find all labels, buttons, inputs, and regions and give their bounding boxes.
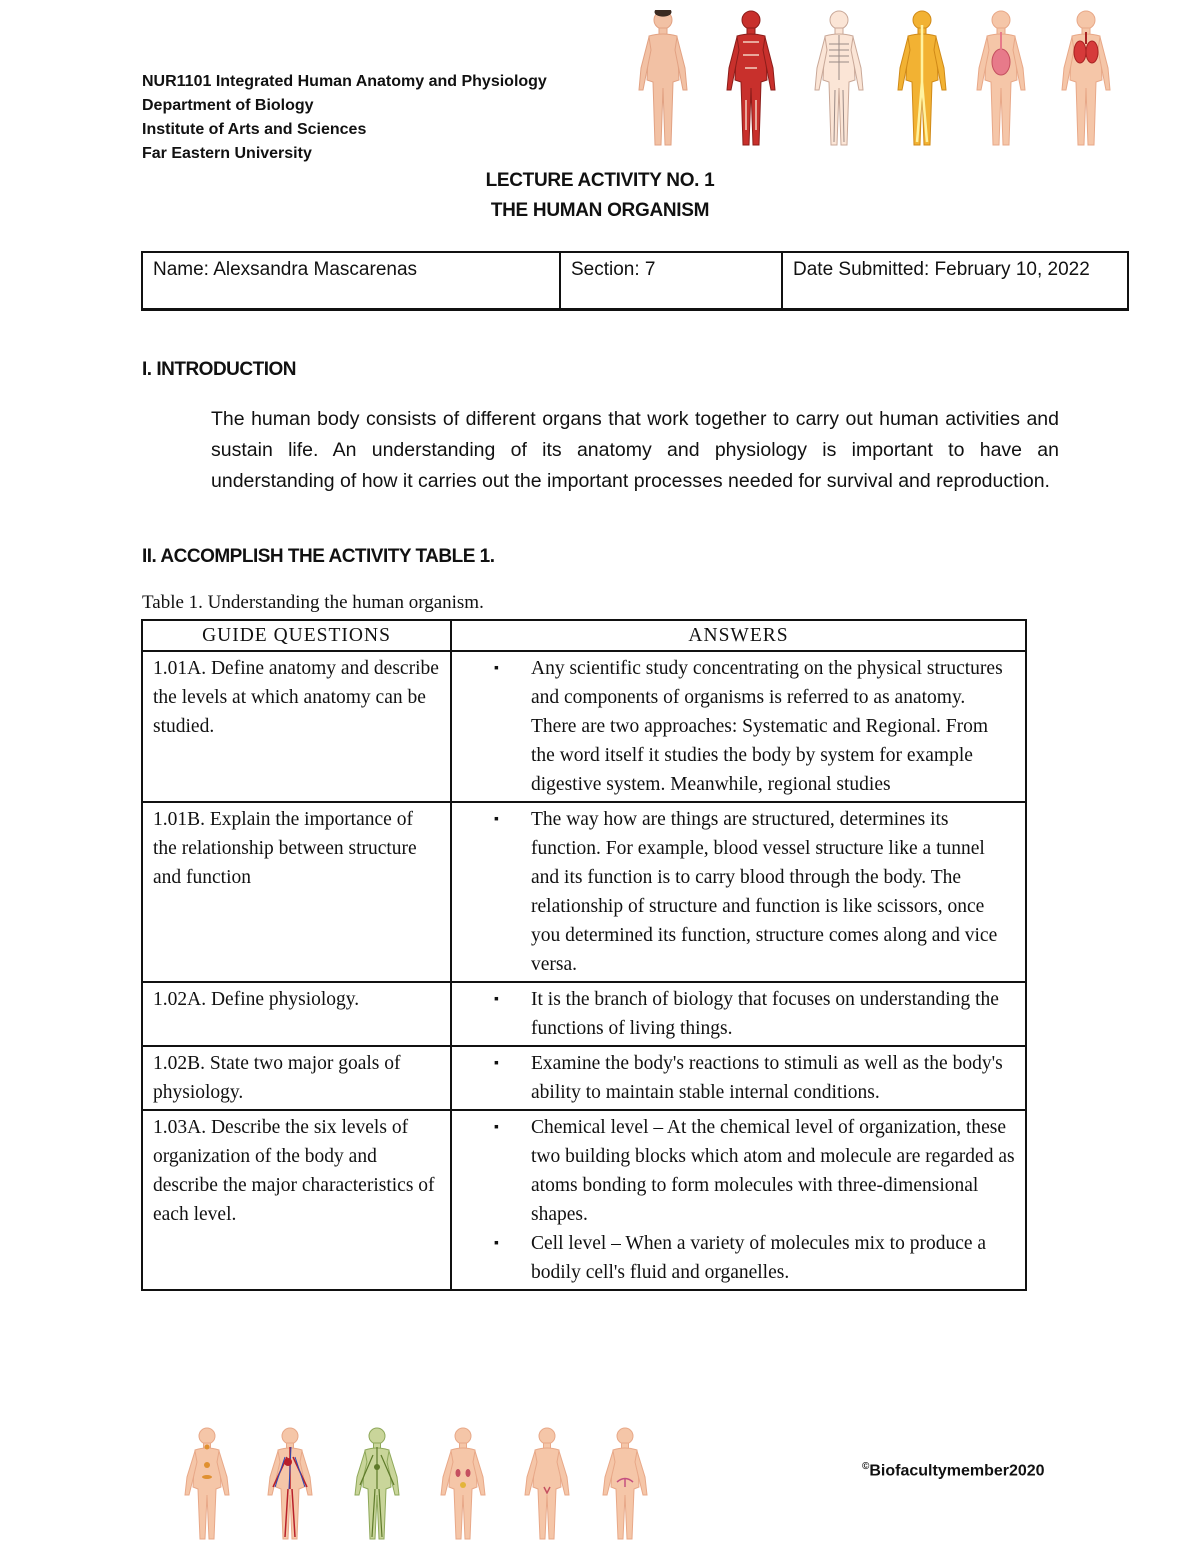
muscular-system-figure [727, 11, 775, 145]
answer-list [452, 1113, 1015, 1287]
answer-list [452, 805, 1015, 979]
answer-list [452, 985, 1015, 1043]
guide-question-cell: 1.01B. Explain the importance of the relationship between structure and function [142, 802, 451, 982]
copyright-symbol: © [862, 1461, 870, 1472]
table-row [142, 1046, 1026, 1110]
answer-item [452, 805, 1015, 979]
guide-question-cell: 1.02B. State two major goals of physiology. [142, 1046, 451, 1110]
department-name: Department of Biology [142, 97, 314, 114]
digestive-system-figure [977, 11, 1025, 145]
answer-text: Any scientific study concentrating on the physical structures and components of organisms is referred to as anatomy. There are two approaches: Systematic and Regional. From the word itself it studies the body by system for example digestive system. Meanwhile, regional studies [531, 658, 1003, 795]
body-systems-illustration-top [626, 10, 1126, 155]
answer-text: It is the branch of biology that focuses on understanding the functions of living things. [531, 989, 999, 1039]
activity-subtitle: THE HUMAN ORGANISM [490, 200, 710, 221]
guide-question-cell: 1.03A. Describe the six levels of organization of the body and describe the major characteristics of each level. [142, 1110, 451, 1290]
activity-table [141, 619, 1027, 1291]
answers-header: ANSWERS [451, 620, 1026, 651]
student-info-table [141, 251, 1129, 311]
skin-system-figure [639, 10, 687, 145]
endocrine-system-figure [185, 1428, 229, 1539]
skeletal-system-figure [815, 11, 863, 145]
square-bullet-icon: ▪ [494, 1056, 499, 1071]
introduction-body: The human body consists of different organs that work together to carry out human activities and sustain life. An understanding of its anatomy and physiology is important to have an understanding of how it carries out the important processes needed for survival and reproduction. [211, 408, 1059, 492]
answer-cell [451, 982, 1026, 1046]
answer-cell [451, 1110, 1026, 1290]
answer-item [452, 654, 1015, 799]
table-header-row [142, 620, 1026, 651]
nervous-system-figure [898, 11, 946, 145]
table-row [142, 1110, 1026, 1290]
section-cell: Section: 7 [560, 252, 782, 310]
table-caption: Table 1. Understanding the human organism. [142, 592, 484, 613]
introduction-heading: I. INTRODUCTION [142, 359, 296, 380]
answer-item [452, 985, 1015, 1043]
table-row [142, 802, 1026, 982]
activity-table-body [142, 651, 1026, 1290]
student-name-cell: Name: Alexsandra Mascarenas [142, 252, 560, 310]
answer-text: The way how are things are structured, determines its function. For example, blood vessel structure like a tunnel and its function is to carry blood through the body. The relationship of structure and function is like scissors, once you determined its function, structure comes along and vice versa. [531, 809, 998, 975]
respiratory-system-figure [1062, 11, 1110, 145]
answer-item [452, 1229, 1015, 1287]
guide-question-cell: 1.02A. Define physiology. [142, 982, 451, 1046]
copyright-notice [862, 1461, 1045, 1480]
course-title: NUR1101 Integrated Human Anatomy and Physiology [142, 73, 547, 90]
circulatory-system-figure [268, 1428, 312, 1539]
answer-cell [451, 802, 1026, 982]
female-reproductive-system-figure [603, 1428, 647, 1539]
guide-question-cell: 1.01A. Define anatomy and describe the levels at which anatomy can be studied. [142, 651, 451, 802]
square-bullet-icon: ▪ [494, 812, 499, 827]
university-name: Far Eastern University [142, 145, 312, 162]
guide-questions-header: GUIDE QUESTIONS [142, 620, 451, 651]
activity-title: LECTURE ACTIVITY NO. 1 [485, 170, 715, 191]
square-bullet-icon: ▪ [494, 1120, 499, 1135]
male-reproductive-system-figure [525, 1428, 569, 1539]
activity-heading: II. ACCOMPLISH THE ACTIVITY TABLE 1. [142, 546, 495, 567]
institute-name: Institute of Arts and Sciences [142, 121, 367, 138]
urinary-system-figure [441, 1428, 485, 1539]
square-bullet-icon: ▪ [494, 1236, 499, 1251]
course-header [142, 70, 547, 166]
square-bullet-icon: ▪ [494, 661, 499, 676]
answer-cell [451, 1046, 1026, 1110]
answer-list [452, 1049, 1015, 1107]
square-bullet-icon: ▪ [494, 992, 499, 1007]
lymphatic-system-figure [355, 1428, 399, 1539]
answer-item [452, 1113, 1015, 1229]
copyright-text: Biofacultymember2020 [869, 1462, 1045, 1480]
answer-list [452, 654, 1015, 799]
answer-text: Examine the body's reactions to stimuli as well as the body's ability to maintain stable internal conditions. [531, 1053, 1003, 1103]
table-row [142, 651, 1026, 802]
table-row [142, 982, 1026, 1046]
answer-cell [451, 651, 1026, 802]
answer-item [452, 1049, 1015, 1107]
document-title [0, 166, 1200, 226]
body-systems-illustration-bottom [165, 1425, 675, 1543]
answer-text: Cell level – When a variety of molecules mix to produce a bodily cell's fluid and organelles. [531, 1233, 987, 1283]
date-submitted-cell: Date Submitted: February 10, 2022 [782, 252, 1128, 310]
answer-text: Chemical level – At the chemical level of organization, these two building blocks which atom and molecule are regarded as atoms bonding to form molecules with three-dimensional shapes. [531, 1117, 1015, 1225]
